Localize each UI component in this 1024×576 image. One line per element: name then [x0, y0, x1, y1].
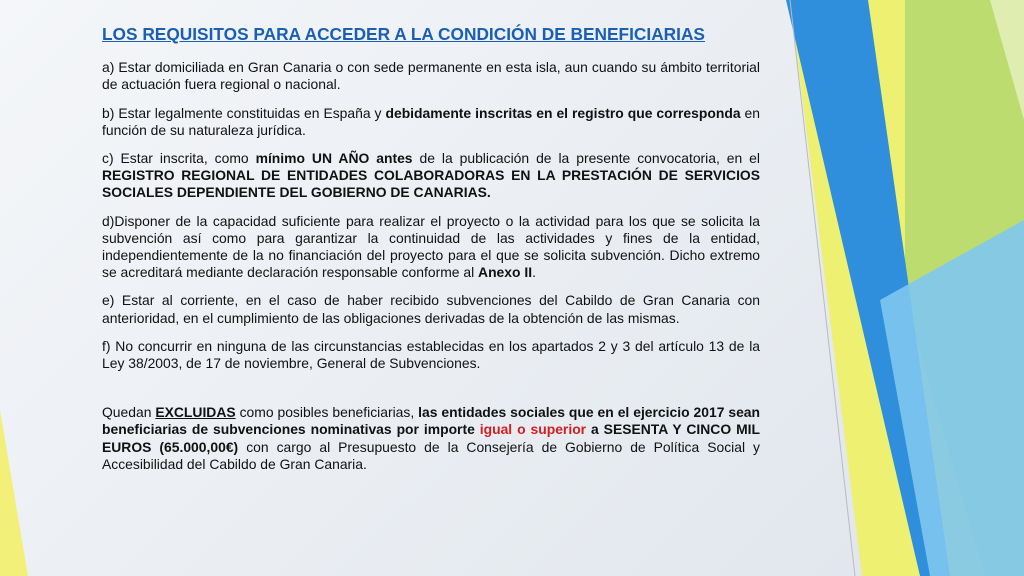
- requirement-a-text: a) Estar domiciliada en Gran Canaria o con sede permanente en esta isla, aun cuando su ámbito territorial de actuación fuera regional o nacional.: [102, 59, 760, 93]
- requirement-b-bold-1: debidamente inscritas en el registro que corresponda: [385, 104, 741, 121]
- requirement-e: [102, 292, 760, 326]
- slide-content: [102, 26, 760, 484]
- requirement-c-text-2: de la publicación de la presente convocatoria, en el: [412, 150, 760, 167]
- exclusion-note: [102, 404, 760, 473]
- requirement-b-text-2: en función de su naturaleza jurídica.: [102, 104, 760, 138]
- requirement-f-text: f) No concurrir en ninguna de las circunstancias establecidas en los apartados 2 y 3 del artículo 13 de la Ley 38/2003, de 17 de noviembre, General de Subvenciones.: [102, 337, 760, 372]
- requirement-e-text: e) Estar al corriente, en el caso de haber recibido subvenciones del Cabildo de Gran Canaria con anterioridad, en el cumplimiento de las obligaciones derivadas de la obtención de las mismas.: [102, 292, 760, 326]
- exclusion-bold-2: a SESENTA Y CINCO MIL EUROS (65.000,00€): [102, 421, 760, 455]
- requirement-c: [102, 150, 760, 202]
- exclusion-bold-1: las entidades sociales que en el ejercicio 2017 sean beneficiarias de subvenciones nominativas por importe: [102, 404, 761, 438]
- exclusion-text-1: Quedan: [102, 404, 156, 421]
- requirement-d-bold-1: Anexo II: [478, 264, 533, 281]
- requirement-f: [102, 338, 760, 372]
- requirement-d-text-1: d)Disponer de la capacidad suficiente para realizar el proyecto o la actividad para los que se solicita la subvención así como para garantizar la continuidad de las actividades y fines de la entidad, independientemente de la no financiación del proyecto para el que se solicita subvención. Dicho extremo se acreditará mediante declaración responsable conforme al: [102, 212, 760, 281]
- exclusion-text-3: con cargo al Presupuesto de la Consejería de Gobierno de Política Social y Accesibilidad del Cabildo de Gran Canaria.: [102, 438, 761, 472]
- requirement-d-text-2: .: [532, 264, 536, 281]
- requirement-b: [102, 105, 760, 139]
- requirement-a: [102, 59, 760, 93]
- requirement-d: [102, 213, 760, 282]
- requirement-c-bold-1: mínimo UN AÑO antes: [255, 150, 413, 167]
- exclusion-underlined: EXCLUIDAS: [155, 404, 236, 421]
- exclusion-text-2: como posibles beneficiarias,: [235, 404, 419, 421]
- requirement-b-text-1: b) Estar legalmente constituidas en España y: [102, 104, 386, 121]
- page-title: LOS REQUISITOS PARA ACCEDER A LA CONDICIÓN DE BENEFICIARIAS: [102, 24, 705, 44]
- left-yellow-shape: [0, 410, 28, 576]
- requirement-c-bold-2: REGISTRO REGIONAL DE ENTIDADES COLABORADORAS EN LA PRESTACIÓN DE SERVICIOS SOCIALES DEPENDIENTE DEL GOBIERNO DE CANARIAS.: [102, 167, 760, 201]
- requirement-c-text-1: c) Estar inscrita, como: [102, 150, 256, 167]
- exclusion-red-highlight: igual o superior: [479, 421, 587, 438]
